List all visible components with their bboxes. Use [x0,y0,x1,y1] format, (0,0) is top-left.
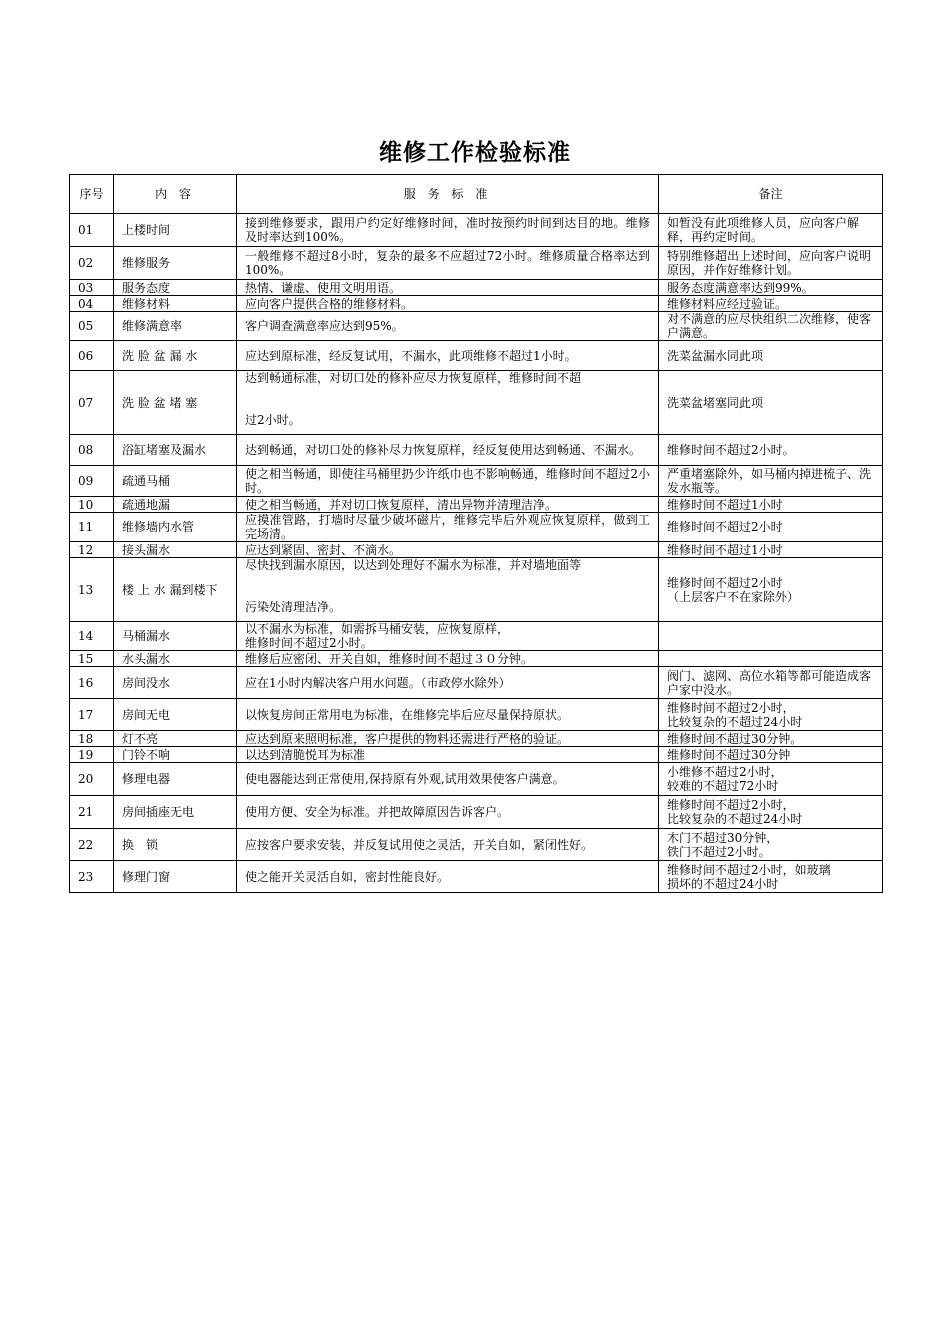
table-row [70,622,883,651]
row-content: 疏通马桶 [114,466,237,497]
row-no: 05 [70,312,114,341]
row-remark [659,651,883,667]
row-standard: 热情、谦虚、使用文明用语。 [237,280,659,296]
row-standard-line1: 尽快找到漏水原因，以达到处理好不漏水为标准，并对墙地面等 [245,558,582,572]
row-content: 维修满意率 [114,312,237,341]
table-row [70,667,883,699]
row-remark: 维修时间不超过30分钟。 [659,731,883,747]
row-standard: 应达到原来照明标准，客户提供的物料还需进行严格的验证。 [237,731,659,747]
row-standard-line1: 以不漏水为标准，如需拆马桶安装，应恢复原样， [245,622,510,636]
row-standard: 使之相当畅通，并对切口恢复原样，清出异物并清理洁净。 [237,497,659,513]
row-standard: 客户调查满意率应达到95%。 [237,312,659,341]
table-row [70,513,883,542]
row-standard-line2: 过2小时。 [245,413,301,427]
row-remark: 维修时间不超过2小时 [659,513,883,542]
row-remark: 对不满意的应尽快组织二次维修，使客户满意。 [659,312,883,341]
table-row [70,214,883,247]
row-content: 房间插座无电 [114,796,237,829]
row-remark: 维修时间不超过30分钟 [659,747,883,763]
table-row [70,699,883,731]
row-remark-line2: 较难的不超过72小时 [667,779,779,793]
row-remark: 维修时间不超过1小时 [659,542,883,558]
table-row [70,296,883,312]
table-row [70,497,883,513]
row-remark-line2: 损坏的不超过24小时 [667,876,779,891]
row-remark-line1: 小维修不超过2小时， [667,765,783,779]
row-no: 12 [70,542,114,558]
table-row [70,731,883,747]
row-remark [659,861,883,893]
row-content: 房间无电 [114,699,237,731]
row-no: 08 [70,435,114,466]
row-no: 11 [70,513,114,542]
table-row [70,371,883,435]
row-content: 门铃不响 [114,747,237,763]
row-standard [237,371,659,435]
row-standard: 使之相当畅通，即使往马桶里扔少许纸巾也不影响畅通，维修时间不超过2小时。 [237,466,659,497]
row-standard: 应向客户提供合格的维修材料。 [237,296,659,312]
page-title: 维修工作检验标准 [379,140,571,166]
row-content: 修理电器 [114,763,237,796]
table-row [70,542,883,558]
table-row [70,829,883,861]
header-content: 内 容 [114,175,237,214]
row-remark: 特别维修超出上述时间，应向客户说明原因，并作好维修计划。 [659,247,883,280]
row-no: 21 [70,796,114,829]
row-remark: 维修时间不超过1小时 [659,497,883,513]
table-row [70,861,883,893]
row-standard: 使之能开关灵活自如，密封性能良好。 [237,861,659,893]
table-header-row [70,175,883,214]
row-content: 房间没水 [114,667,237,699]
row-no: 19 [70,747,114,763]
row-remark [659,699,883,731]
row-no: 23 [70,861,114,893]
row-remark-line2: 比较复杂的不超过24小时 [667,714,803,729]
row-remark: 如暂没有此项维修人员，应向客户解释，再约定时间。 [659,214,883,247]
header-remark: 备注 [659,175,883,214]
row-content: 洗 脸 盆 漏 水 [114,341,237,371]
row-remark-line1: 木门不超过30分钟， [667,830,779,845]
row-remark: 维修时间不超过2小时。 [659,435,883,466]
row-remark: 洗菜盆漏水同此项 [659,341,883,371]
row-no: 18 [70,731,114,747]
row-content: 接头漏水 [114,542,237,558]
row-remark: 服务态度满意率达到99%。 [659,280,883,296]
row-standard: 应在1小时内解决客户用水问题。（市政停水除外） [237,667,659,699]
row-remark-line1: 维修时间不超过2小时，如玻璃 [667,862,831,877]
row-remark: 阀门、滤网、高位水箱等都可能造成客户家中没水。 [659,667,883,699]
row-standard: 使电器能达到正常使用,保持原有外观,试用效果使客户满意。 [237,763,659,796]
row-standard [237,558,659,622]
row-no: 07 [70,371,114,435]
table-row [70,341,883,371]
inspection-standards-table [69,174,883,893]
row-standard: 以恢复房间正常用电为标准，在维修完毕后应尽量保持原状。 [237,699,659,731]
row-standard: 应摸准管路，打墙时尽量少破坏磁片，维修完毕后外观应恢复原样，做到工完场清。 [237,513,659,542]
row-no: 09 [70,466,114,497]
row-remark-line2: 铁门不超过2小时。 [667,844,771,859]
row-no: 17 [70,699,114,731]
row-standard: 应达到原标准，经反复试用，不漏水，此项维修不超过1小时。 [237,341,659,371]
row-content: 维修服务 [114,247,237,280]
row-no: 04 [70,296,114,312]
row-standard: 一般维修不超过8小时，复杂的最多不应超过72小时。维修质量合格率达到100%。 [237,247,659,280]
row-content: 服务态度 [114,280,237,296]
header-standard: 服 务 标 准 [237,175,659,214]
row-no: 10 [70,497,114,513]
row-remark [659,763,883,796]
table-row [70,312,883,341]
row-content: 换 锁 [114,829,237,861]
row-remark [659,622,883,651]
row-standard-line1: 达到畅通标准，对切口处的修补应尽力恢复原样，维修时间不超 [245,371,582,385]
row-no: 16 [70,667,114,699]
row-remark [659,796,883,829]
row-content: 水头漏水 [114,651,237,667]
table-row [70,466,883,497]
row-content: 浴缸堵塞及漏水 [114,435,237,466]
row-remark-line1: 维修时间不超过2小时 [667,575,783,590]
row-remark: 维修材料应经过验证。 [659,296,883,312]
row-standard: 维修后应密闭、开关自如，维修时间不超过３０分钟。 [237,651,659,667]
row-remark [659,558,883,622]
row-content: 灯不亮 [114,731,237,747]
row-standard: 达到畅通，对切口处的修补尽力恢复原样，经反复使用达到畅通、不漏水。 [237,435,659,466]
row-remark: 洗菜盆堵塞同此项 [659,371,883,435]
row-standard [237,622,659,651]
row-no: 13 [70,558,114,622]
row-content: 修理门窗 [114,861,237,893]
row-content: 楼 上 水 漏到楼下 [114,558,237,622]
header-no: 序号 [70,175,114,214]
row-standard: 接到维修要求，跟用户约定好维修时间，准时按预约时间到达目的地。维修及时率达到100%。 [237,214,659,247]
row-no: 06 [70,341,114,371]
row-standard: 应按客户要求安装，并反复试用使之灵活，开关自如，紧闭性好。 [237,829,659,861]
row-no: 02 [70,247,114,280]
row-no: 22 [70,829,114,861]
row-no: 15 [70,651,114,667]
table-row [70,558,883,622]
row-content: 维修材料 [114,296,237,312]
row-remark-line2: 比较复杂的不超过24小时 [667,812,803,826]
row-remark-line1: 维修时间不超过2小时， [667,700,795,715]
row-standard-line2: 维修时间不超过2小时。 [245,636,373,650]
table-row [70,763,883,796]
table-row [70,651,883,667]
row-content: 维修墙内水管 [114,513,237,542]
row-standard: 以达到清脆悦耳为标准 [237,747,659,763]
row-remark: 严重堵塞除外，如马桶内掉进梳子、洗发水瓶等。 [659,466,883,497]
row-remark-line1: 维修时间不超过2小时， [667,798,795,812]
row-no: 14 [70,622,114,651]
row-remark-line2: （上层客户不在家除外） [667,589,800,604]
row-content: 疏通地漏 [114,497,237,513]
table-row [70,435,883,466]
table-row [70,280,883,296]
row-content: 马桶漏水 [114,622,237,651]
row-content: 上楼时间 [114,214,237,247]
row-remark [659,829,883,861]
table-row [70,247,883,280]
row-standard: 使用方便、安全为标准。并把故障原因告诉客户。 [237,796,659,829]
row-no: 03 [70,280,114,296]
row-content: 洗 脸 盆 堵 塞 [114,371,237,435]
row-no: 01 [70,214,114,247]
row-standard: 应达到紧固、密封、不滴水。 [237,542,659,558]
row-no: 20 [70,763,114,796]
table-row [70,747,883,763]
table-row [70,796,883,829]
row-standard-line2: 污染处清理洁净。 [245,600,342,614]
